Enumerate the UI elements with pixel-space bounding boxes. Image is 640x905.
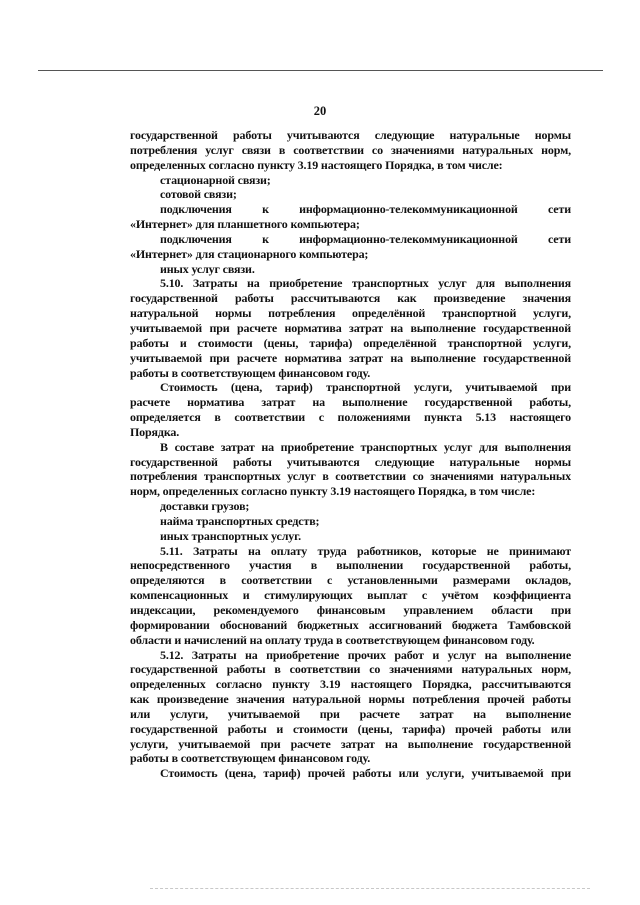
text-line: «Интернет» для стационарного компьютера; bbox=[130, 246, 369, 261]
text-line: норм, определенных согласно пункту 3.19 настоящего Порядка, в том числе: bbox=[130, 484, 536, 499]
text-line: определенных согласно пункту 3.19 настоящего Порядка, в том числе: bbox=[130, 157, 503, 172]
text-line: потребления услуг связи в соответствии со значениями натуральных норм, bbox=[130, 142, 571, 157]
text-line: государственной работы учитываются следующие натуральные нормы bbox=[130, 128, 571, 142]
text-line: индексации, рекомендуемого финансовым управлением области при bbox=[130, 603, 571, 617]
text-line: 5.11. Затраты на оплату труда работников, которые не принимают bbox=[160, 543, 571, 558]
text-line: области и начислений на оплату труда в соответствующем финансовом году. bbox=[130, 632, 535, 647]
text-line: работы и стоимости (цены, тарифа) определённой транспортной услуги, bbox=[130, 335, 571, 350]
text-line: государственной работы учитываются следующие натуральные нормы bbox=[130, 454, 571, 469]
text-line: непосредственного участия в выполнении государственной работы, bbox=[130, 558, 571, 573]
text-line: определяются в соответствии с установленными размерами окладов, bbox=[130, 573, 571, 588]
text-line: стационарной связи; bbox=[160, 172, 271, 187]
text-line: Порядка. bbox=[130, 424, 180, 439]
bottom-rule bbox=[150, 888, 590, 889]
text-line: работы в соответствующем финансовом году. bbox=[130, 365, 371, 380]
text-line: или услуги, учитываемой при расчете затрат на выполнение bbox=[130, 706, 571, 721]
text-line: государственной работы и стоимости (цены, тарифа) прочей работы или bbox=[130, 721, 571, 736]
text-line: иных услуг связи. bbox=[160, 261, 255, 276]
text-line: компенсационных и стимулирующих выплат с учётом коэффициента bbox=[130, 588, 571, 603]
text-line: учитываемой при расчете норматива затрат на выполнение государственной bbox=[130, 350, 571, 365]
top-rule bbox=[38, 70, 603, 71]
text-line: натуральной нормы потребления определённой транспортной услуги, bbox=[130, 306, 571, 321]
body-text bbox=[130, 128, 571, 781]
page-number: 20 bbox=[313, 104, 327, 118]
text-line: Стоимость (цена, тариф) транспортной услуги, учитываемой при bbox=[160, 380, 571, 395]
text-line: В составе затрат на приобретение транспортных услуг для выполнения bbox=[160, 439, 571, 454]
text-line: найма транспортных средств; bbox=[160, 513, 320, 528]
text-line: сотовой связи; bbox=[160, 187, 237, 202]
text-line: как произведение значения натуральной нормы потребления прочей работы bbox=[130, 692, 571, 707]
text-line: работы в соответствующем финансовом году. bbox=[130, 751, 371, 766]
text-line: государственной работы рассчитываются как произведение значения bbox=[130, 291, 571, 306]
text-line: формировании обоснований бюджетных ассигнований бюджета Тамбовской bbox=[130, 617, 571, 632]
text-line: 5.10. Затраты на приобретение транспортных услуг для выполнения bbox=[160, 276, 571, 291]
text-line: услуги, учитываемой при расчете затрат на выполнение государственной bbox=[130, 736, 571, 751]
text-line: государственной работы в соответствии со значениями натуральных норм, bbox=[130, 662, 571, 677]
text-line: доставки грузов; bbox=[160, 499, 250, 514]
text-line: определенных согласно пункту 3.19 настоящего Порядка, рассчитываются bbox=[130, 677, 571, 692]
text-line: определяется в соответствии с положениями пункта 5.13 настоящего bbox=[130, 410, 571, 425]
text-line: подключения к информационно-телекоммуникационной сети bbox=[160, 202, 571, 217]
text-line: учитываемой при расчете норматива затрат на выполнение государственной bbox=[130, 320, 571, 335]
text-line: расчете норматива затрат на выполнение государственной работы, bbox=[130, 395, 571, 410]
text-line: иных транспортных услуг. bbox=[160, 528, 301, 543]
text-line: Стоимость (цена, тариф) прочей работы или услуги, учитываемой при bbox=[160, 766, 571, 781]
text-line: подключения к информационно-телекоммуникационной сети bbox=[160, 231, 571, 246]
text-line: «Интернет» для планшетного компьютера; bbox=[130, 217, 360, 232]
text-line: потребления транспортных услуг в соответствии со значениями натуральных bbox=[130, 469, 571, 484]
text-line: 5.12. Затраты на приобретение прочих работ и услуг на выполнение bbox=[160, 647, 571, 662]
